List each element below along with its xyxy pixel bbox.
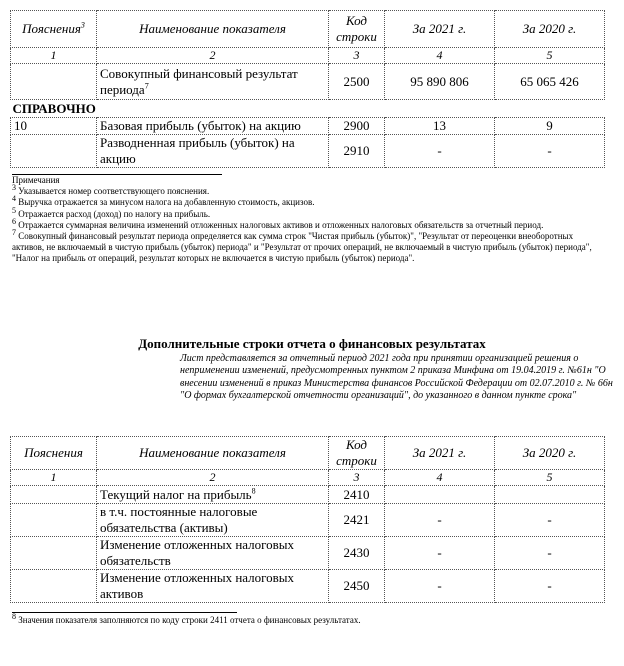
row-2021: - xyxy=(385,537,495,570)
table-row xyxy=(11,64,605,100)
header-name: Наименование показателя xyxy=(97,11,329,48)
row-note xyxy=(11,504,97,537)
row-name: Совокупный финансовый результат периода$^7$ xyxy=(97,64,329,100)
col-number: 4 xyxy=(385,470,495,486)
note-item: $^6$ Отражается суммарная величина изменений отложенных налоговых активов и отложенных налоговых обязательств за отчетный период. xyxy=(12,216,544,230)
row-2021: - xyxy=(385,135,495,168)
footnote-divider xyxy=(12,612,237,613)
header-2020: За 2020 г. xyxy=(495,437,605,470)
header-2020: За 2020 г. xyxy=(495,11,605,48)
footnote: $^8$ Значения показателя заполняются по коду строки 2411 отчета о финансовых результатах. xyxy=(12,612,361,625)
row-note: 10 xyxy=(11,118,97,135)
row-note xyxy=(11,135,97,168)
note-item: $^5$ Отражается расход (доход) по налогу на прибыль. xyxy=(12,205,211,219)
row-2021: - xyxy=(385,504,495,537)
notes-heading: Примечания xyxy=(12,175,60,185)
header-code: Код строки xyxy=(329,437,385,470)
col-number: 1 xyxy=(11,48,97,64)
table-row xyxy=(11,570,605,603)
additional-lines-table xyxy=(10,436,605,603)
row-name: Текущий налог на прибыль$^8$ xyxy=(97,486,329,504)
row-code: 2410 xyxy=(329,486,385,504)
header-code: Код строки xyxy=(329,11,385,48)
row-code: 2421 xyxy=(329,504,385,537)
row-2020: - xyxy=(495,135,605,168)
row-2020: - xyxy=(495,537,605,570)
section-subtitle: Лист представляется за отчетный период 2021 года при принятии организацией решения о неприменении изменений, предусмотренных пунктом 2 приказа Минфина от 19.04.2019 г. №61н "О внесении изменений в приказ Министерства финансов Российской Федерации от 02.07.2010 г. № 66н "О формах бухгалтерской отчетности организаций", до указанного в данном пункте срока" xyxy=(180,353,613,402)
row-code: 2430 xyxy=(329,537,385,570)
col-number: 2 xyxy=(97,48,329,64)
header-2021: За 2021 г. xyxy=(385,11,495,48)
row-name: Изменение отложенных налоговых обязательств xyxy=(97,537,329,570)
col-number: 5 xyxy=(495,470,605,486)
row-note xyxy=(11,486,97,504)
note-item: $^4$ Выручка отражается за минусом налога на добавленную стоимость, акцизов. xyxy=(12,194,315,208)
table-row xyxy=(11,118,605,135)
row-name: Разводненная прибыль (убыток) на акцию xyxy=(97,135,329,168)
row-note xyxy=(11,570,97,603)
header-2021: За 2021 г. xyxy=(385,437,495,470)
header-name: Наименование показателя xyxy=(97,437,329,470)
col-number: 3 xyxy=(329,48,385,64)
header-notes: Пояснения xyxy=(11,437,97,470)
col-number: 4 xyxy=(385,48,495,64)
row-code: 2900 xyxy=(329,118,385,135)
note-item: $^7$ Совокупный финансовый результат периода определяется как сумма строк "Чистая прибыль (убыток)", "Результат от переоценки внеоборотных активов, не включаемый в чистую прибыль (убыток) периода" и "Результат от прочих операций, не включаемый в чистую прибыль (убыток) периода", "Налог на прибыль от операций, результат которых не включается в чистую прибыль (убыток) периода". xyxy=(12,228,592,264)
row-note xyxy=(11,64,97,100)
row-code: 2910 xyxy=(329,135,385,168)
col-number: 3 xyxy=(329,470,385,486)
row-2020: 9 xyxy=(495,118,605,135)
row-2020: - xyxy=(495,504,605,537)
row-2021: 13 xyxy=(385,118,495,135)
row-name: Базовая прибыль (убыток) на акцию xyxy=(97,118,329,135)
row-2020: - xyxy=(495,570,605,603)
header-notes: Пояснения$^3$ xyxy=(11,11,97,48)
row-note xyxy=(11,537,97,570)
table-row xyxy=(11,486,605,504)
notes-block xyxy=(12,175,602,265)
note-item: $^3$ Указывается номер соответствующего пояснения. xyxy=(12,183,210,197)
row-2021 xyxy=(385,486,495,504)
row-2020: 65 065 426 xyxy=(495,64,605,100)
row-2021: - xyxy=(385,570,495,603)
row-2021: 95 890 806 xyxy=(385,64,495,100)
table-row xyxy=(11,537,605,570)
col-number: 1 xyxy=(11,470,97,486)
row-name: в т.ч. постоянные налоговые обязательства (активы) xyxy=(97,504,329,537)
table-row xyxy=(11,135,605,168)
financial-results-table xyxy=(10,10,605,168)
col-number: 5 xyxy=(495,48,605,64)
row-2020 xyxy=(495,486,605,504)
col-number: 2 xyxy=(97,470,329,486)
section-label: СПРАВОЧНО xyxy=(12,100,96,116)
table-row xyxy=(11,504,605,537)
section-title: Дополнительные строки отчета о финансовых результатах xyxy=(138,336,486,351)
row-name: Изменение отложенных налоговых активов xyxy=(97,570,329,603)
row-code: 2500 xyxy=(329,64,385,100)
row-code: 2450 xyxy=(329,570,385,603)
